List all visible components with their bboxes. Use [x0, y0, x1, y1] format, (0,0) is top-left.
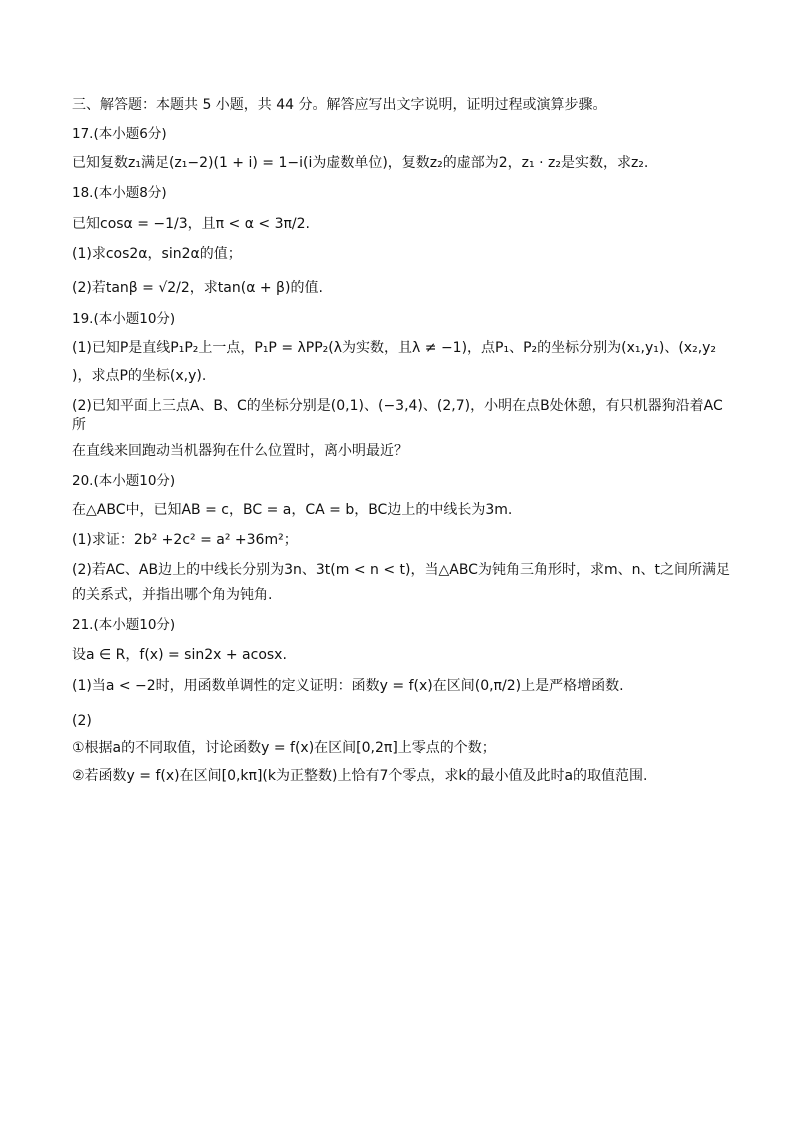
problem-17-line-1: 已知复数z₁满足(z₁−2)(1 + i) = 1−i(i为虚数单位)，复数z₂的虚部为2，z₁ · z₂是实数，求z₂. — [72, 155, 649, 172]
problem-19-line-2: )，求点P的坐标(x,y). — [72, 368, 207, 384]
problem-20-line-1: 在△ABC中，已知AB = c，BC = a，CA = b，BC边上的中线长为3m. — [72, 501, 513, 518]
problem-20-title: 20.(本小题10分) — [72, 472, 176, 489]
problem-21-line-5: ②若函数y = f(x)在区间[0,kπ](k为正整数)上恰有7个零点，求k的最小值及此时a的取值范围. — [72, 768, 648, 785]
problem-21-line-1: 设a ∈ R，f(x) = sin2x + acosx. — [72, 646, 287, 663]
problem-21-title: 21.(本小题10分) — [72, 617, 176, 634]
problem-20-line-3: (2)若AC、AB边上的中线长分别为3n、3t(m < n < t)，当△ABC为钝角三角形时，求m、n、t之间所满足 — [72, 561, 730, 578]
problem-20-line-2: (1)求证：2b² +2c² = a² +36m²； — [72, 531, 298, 548]
exam-page — [72, 96, 732, 786]
problem-19-line-1: (1)已知P是直线P₁P₂上一点，P₁P = λPP₂(λ为实数，且λ ≠ −1)，点P₁、P₂的坐标分别为(x₁,y₁)、(x₂,y₂ — [72, 340, 717, 357]
problem-18-line-1: 已知cosα = −1/3，且π < α < 3π/2. — [72, 216, 311, 233]
problem-18-title: 18.(本小题8分) — [72, 185, 167, 201]
problem-18-line-3: (2)若tanβ = √2/2，求tan(α + β)的值. — [72, 280, 323, 296]
problem-17-title: 17.(本小题6分) — [72, 125, 167, 142]
problem-19-line-3: (2)已知平面上三点A、B、C的坐标分别是(0,1)、(−3,4)、(2,7)，小明在点B处休憩，有只机器狗沿着AC所 — [72, 397, 723, 433]
section-header: 三、解答题：本题共 5 小题，共 44 分。解答应写出文字说明，证明过程或演算步骤。 — [72, 97, 607, 113]
problem-21-line-4: ①根据a的不同取值，讨论函数y = f(x)在区间[0,2π]上零点的个数； — [72, 740, 496, 757]
problem-20-line-4: 的关系式，并指出哪个角为钝角. — [72, 587, 273, 604]
problem-19-line-4: 在直线来回跑动当机器狗在什么位置时，离小明最近？ — [72, 442, 408, 459]
problem-21-line-3: (2) — [72, 713, 92, 730]
problem-21-line-2: (1)当a < −2时，用函数单调性的定义证明：函数y = f(x)在区间(0,π/2)上是严格增函数. — [72, 678, 624, 695]
problem-18-line-2: (1)求cos2α，sin2α的值； — [72, 246, 242, 263]
problem-19-title: 19.(本小题10分) — [72, 310, 176, 327]
